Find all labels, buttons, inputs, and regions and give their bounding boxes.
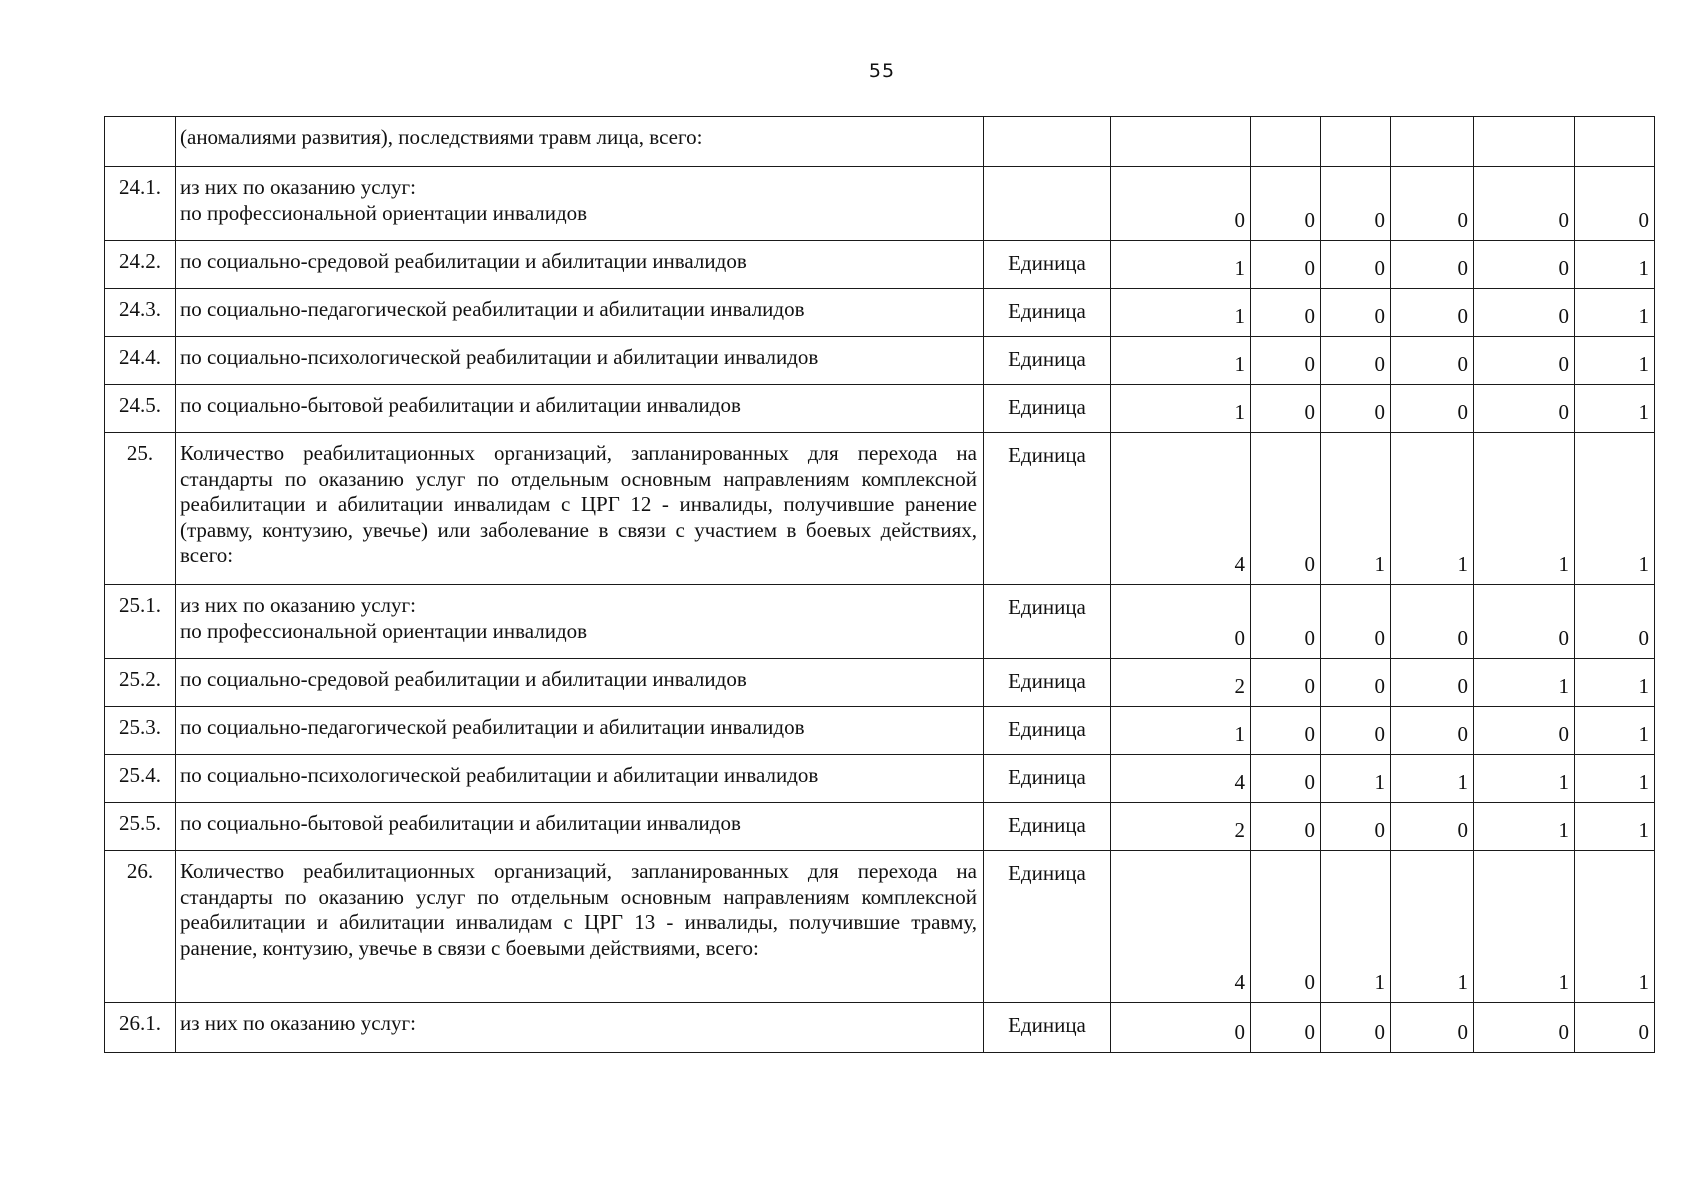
value-cell: 0 [1391,659,1474,707]
indicator-name [176,433,984,585]
value-cell: 0 [1251,585,1321,659]
table-row [105,337,1655,385]
value-cell: 0 [1251,167,1321,241]
value-cell: 0 [1474,167,1575,241]
value-cell: 0 [1321,167,1391,241]
value-cell: 1 [1111,385,1251,433]
row-number: 25.3. [105,707,176,755]
value-cell: 1 [1391,851,1474,1003]
value-cell [1321,117,1391,167]
value-cell: 1 [1474,433,1575,585]
value-cell: 0 [1321,803,1391,851]
value-cell: 0 [1251,337,1321,385]
value-cell: 0 [1391,167,1474,241]
indicator-text-line: по социально-психологической реабилитации и абилитации инвалидов [180,345,819,369]
value-cell: 0 [1321,659,1391,707]
table-row [105,385,1655,433]
value-cell: 0 [1251,707,1321,755]
row-number: 25. [105,433,176,585]
value-cell: 0 [1391,707,1474,755]
value-cell: 0 [1321,1003,1391,1053]
table-row [105,1003,1655,1053]
value-cell: 0 [1251,851,1321,1003]
value-cell: 0 [1321,385,1391,433]
value-cell: 1 [1575,659,1655,707]
value-cell: 0 [1474,337,1575,385]
row-number: 24.3. [105,289,176,337]
value-cell: 1 [1575,289,1655,337]
unit-of-measure: Единица [984,337,1111,385]
value-cell: 0 [1391,289,1474,337]
value-cell: 0 [1251,755,1321,803]
indicator-text-line: из них по оказанию услуг: [180,593,416,617]
table-row [105,659,1655,707]
value-cell: 0 [1251,1003,1321,1053]
indicator-text-line: по социально-педагогической реабилитации и абилитации инвалидов [180,715,805,739]
row-number: 24.1. [105,167,176,241]
value-cell: 4 [1111,433,1251,585]
table-row [105,755,1655,803]
indicator-name [176,1003,984,1053]
value-cell: 1 [1321,851,1391,1003]
row-number [105,117,176,167]
unit-of-measure: Единица [984,755,1111,803]
value-cell: 0 [1111,167,1251,241]
indicator-name [176,585,984,659]
table-row [105,289,1655,337]
unit-of-measure: Единица [984,241,1111,289]
value-cell [1251,117,1321,167]
value-cell: 0 [1575,1003,1655,1053]
indicator-name [176,707,984,755]
value-cell: 0 [1391,803,1474,851]
value-cell: 0 [1575,167,1655,241]
row-number: 25.5. [105,803,176,851]
unit-of-measure: Единица [984,1003,1111,1053]
indicator-text-line: Количество реабилитационных организаций, запланированных для перехода на стандарты по оказанию услуг по отдельным основным направлениям комплексной реабилитации и абилитации инвалидам с ЦРГ 13 - инвалиды, получившие травму, ранение, контузию, увечье в связи с боевыми действиями, всего: [180,859,977,960]
unit-of-measure: Единица [984,433,1111,585]
value-cell: 0 [1251,289,1321,337]
value-cell: 0 [1474,385,1575,433]
value-cell: 0 [1321,241,1391,289]
value-cell: 0 [1391,241,1474,289]
value-cell: 0 [1111,1003,1251,1053]
indicator-name [176,241,984,289]
unit-of-measure: Единица [984,585,1111,659]
value-cell: 1 [1575,851,1655,1003]
value-cell: 0 [1251,385,1321,433]
value-cell: 1 [1575,433,1655,585]
row-number: 26.1. [105,1003,176,1053]
value-cell: 0 [1321,707,1391,755]
value-cell: 0 [1391,337,1474,385]
value-cell: 4 [1111,851,1251,1003]
indicator-text-line: по социально-педагогической реабилитации и абилитации инвалидов [180,297,805,321]
indicator-text-line: по профессиональной ориентации инвалидов [180,200,588,225]
value-cell: 0 [1474,1003,1575,1053]
indicator-table [104,116,1655,1053]
row-number: 26. [105,851,176,1003]
unit-of-measure: Единица [984,659,1111,707]
value-cell: 0 [1251,241,1321,289]
table-row [105,851,1655,1003]
value-cell: 0 [1391,385,1474,433]
value-cell: 1 [1474,803,1575,851]
value-cell: 0 [1251,659,1321,707]
indicator-name [176,755,984,803]
indicator-name [176,803,984,851]
value-cell: 0 [1251,433,1321,585]
value-cell: 1 [1575,755,1655,803]
table-row [105,803,1655,851]
value-cell: 1 [1391,433,1474,585]
row-number: 25.1. [105,585,176,659]
indicator-text-line: Количество реабилитационных организаций, запланированных для перехода на стандарты по оказанию услуг по отдельным основным направлениям комплексной реабилитации и абилитации инвалидам с ЦРГ 12 - инвалиды, получившие ранение (травму, контузию, увечье) или заболевание в связи с участием в боевых действиях, всего: [180,441,977,568]
page-number: 55 [868,60,896,82]
value-cell [1111,117,1251,167]
value-cell: 0 [1321,337,1391,385]
table-row [105,117,1655,167]
value-cell: 0 [1251,803,1321,851]
value-cell: 1 [1111,241,1251,289]
value-cell: 1 [1575,803,1655,851]
value-cell: 1 [1321,433,1391,585]
row-number: 24.5. [105,385,176,433]
table-row [105,167,1655,241]
value-cell: 2 [1111,659,1251,707]
value-cell: 0 [1474,289,1575,337]
indicator-name [176,659,984,707]
value-cell: 1 [1111,289,1251,337]
unit-of-measure: Единица [984,385,1111,433]
value-cell: 2 [1111,803,1251,851]
value-cell: 1 [1391,755,1474,803]
indicator-text-line: по социально-средовой реабилитации и абилитации инвалидов [180,667,747,691]
indicator-text-line: по социально-бытовой реабилитации и абилитации инвалидов [180,811,741,835]
value-cell: 0 [1474,241,1575,289]
row-number: 24.4. [105,337,176,385]
value-cell: 1 [1474,851,1575,1003]
table-row [105,707,1655,755]
value-cell [1474,117,1575,167]
row-number: 24.2. [105,241,176,289]
table-row [105,585,1655,659]
unit-of-measure: Единица [984,707,1111,755]
indicator-name [176,337,984,385]
value-cell: 0 [1111,585,1251,659]
unit-of-measure: Единица [984,803,1111,851]
unit-of-measure: Единица [984,289,1111,337]
indicator-text-line: (аномалиями развития), последствиями травм лица, всего: [180,125,703,149]
unit-of-measure [984,167,1111,241]
value-cell: 1 [1575,707,1655,755]
indicator-name [176,385,984,433]
table-row [105,433,1655,585]
value-cell: 0 [1321,289,1391,337]
indicator-text-line: из них по оказанию услуг: [180,175,416,199]
value-cell [1391,117,1474,167]
value-cell [1575,117,1655,167]
value-cell: 1 [1474,755,1575,803]
indicator-text-line: из них по оказанию услуг: [180,1011,416,1035]
table-row [105,241,1655,289]
indicator-name [176,117,984,167]
value-cell: 0 [1391,585,1474,659]
value-cell: 1 [1575,241,1655,289]
value-cell: 1 [1474,659,1575,707]
value-cell: 0 [1321,585,1391,659]
unit-of-measure: Единица [984,851,1111,1003]
row-number: 25.2. [105,659,176,707]
indicator-text-line: по социально-психологической реабилитации и абилитации инвалидов [180,763,819,787]
indicator-text-line: по профессиональной ориентации инвалидов [180,618,588,643]
value-cell: 0 [1474,707,1575,755]
indicator-text-line: по социально-средовой реабилитации и абилитации инвалидов [180,249,747,273]
value-cell: 1 [1111,337,1251,385]
value-cell: 1 [1575,385,1655,433]
indicator-name [176,851,984,1003]
value-cell: 1 [1321,755,1391,803]
value-cell: 0 [1575,585,1655,659]
value-cell: 0 [1391,1003,1474,1053]
value-cell: 4 [1111,755,1251,803]
indicator-name [176,289,984,337]
value-cell: 1 [1575,337,1655,385]
unit-of-measure [984,117,1111,167]
row-number: 25.4. [105,755,176,803]
indicator-text-line: по социально-бытовой реабилитации и абилитации инвалидов [180,393,741,417]
indicator-name [176,167,984,241]
value-cell: 1 [1111,707,1251,755]
value-cell: 0 [1474,585,1575,659]
